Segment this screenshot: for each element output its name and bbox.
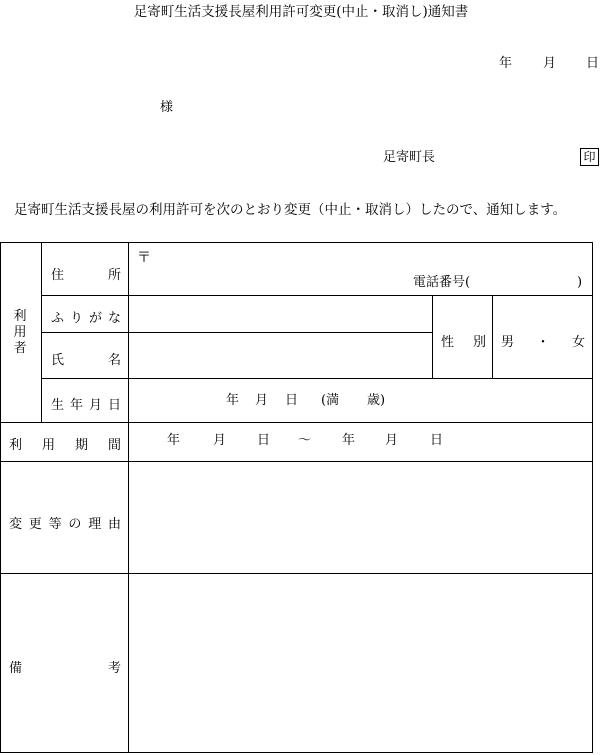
phone-label: 電話番号( [413, 275, 471, 290]
postal-mark: 〒 [137, 250, 151, 266]
reason-label: 変 更 等 の 理 由 [9, 517, 121, 532]
birthdate-label: 生 年 月 日 [51, 398, 121, 413]
furigana-field[interactable] [129, 296, 432, 332]
remarks-label: 備 考 [9, 661, 121, 676]
date-day-label: 日 [586, 56, 600, 71]
seal-mark: 印 [580, 148, 599, 166]
issuer-name: 足寄町長 [383, 150, 436, 165]
date-year-label: 年 [499, 56, 513, 71]
phone-close: ) [577, 275, 583, 290]
address-label: 住 所 [51, 268, 121, 283]
addressee-suffix: 様 [160, 100, 174, 115]
address-field[interactable] [129, 243, 592, 295]
notice-text: 足寄町生活支援長屋の利用許可を次のとおり変更（中止・取消し）したので、通知します。 [14, 202, 567, 218]
gender-male[interactable]: 男 [501, 335, 515, 350]
gender-label: 性 別 [441, 335, 486, 350]
form-table: 利 用 者 住 所 〒 電話番号( ) ふ り が な 氏 名 性 別 男 ・ 女 生 年 月 日 年 月 日 (満 歳) 利 用 期 間 年 月 日 ～ 年 月 日 変 更 等 の 理 由 備 考 [0, 242, 593, 753]
document-title: 足寄町生活支援長屋利用許可変更(中止・取消し)通知書 [133, 4, 469, 20]
user-group-label: 利 用 者 [13, 309, 27, 356]
reason-field[interactable] [129, 462, 592, 573]
remarks-field[interactable] [129, 574, 592, 752]
gender-options: 男 ・ 女 [501, 331, 585, 350]
name-label: 氏 名 [51, 353, 121, 368]
period-label: 利 用 期 間 [9, 438, 121, 453]
date-month-label: 月 [543, 56, 557, 71]
gender-female[interactable]: 女 [571, 335, 585, 350]
furigana-label: ふ り が な [51, 311, 121, 326]
name-field[interactable] [129, 333, 432, 378]
